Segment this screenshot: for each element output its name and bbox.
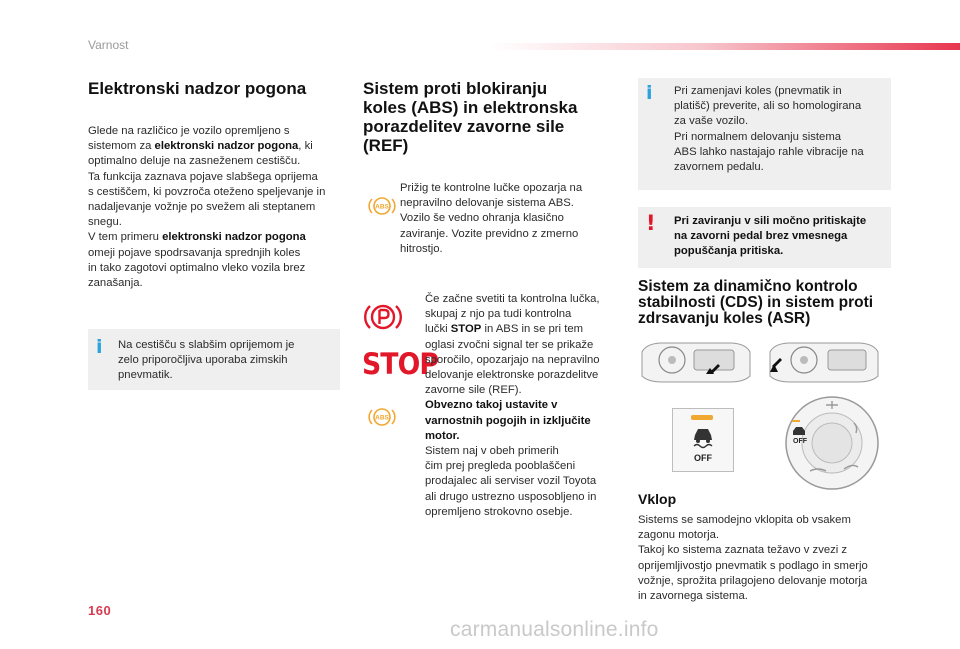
title-abs-ref: Sistem proti blokiranju koles (ABS) in elektronska porazdelitev zavorne sile (REF) xyxy=(363,79,578,155)
off-label: OFF xyxy=(694,453,712,463)
dashboard-illustration-right xyxy=(768,338,880,384)
warning-icon: ! xyxy=(646,211,656,235)
paragraph-ref-warning: Če začne svetiti ta kontrolna lučka, skupaj z njo pa tudi kontrolna lučki STOP in ABS in se pri tem oglasi zvočni signal ter se prikaže sporočilo, opozarjajo na nepravilno delovanje elektronske porazdelitve zavorne sile (REF). Obvezno takoj ustavite v varnostnih pogojih in izključite motor. Sistem naj v obeh primerih čim prej pregleda pooblaščeni prodajalec ali serviser vozil Toyota ali drugo ustrezno usposobljeno in opremljeno strokovno osebje. xyxy=(425,293,600,518)
info-icon: i xyxy=(646,82,653,104)
svg-text:ABS: ABS xyxy=(375,203,389,211)
abs-warning-icon xyxy=(367,195,397,217)
brake-warning-icon xyxy=(363,300,403,334)
info-text: Na cestišču s slabšim oprijemom je zelo priporočljiva uporaba zimskih pnevmatik. xyxy=(118,339,295,382)
paragraph-vklop: Sistems se samodejno vklopita ob vsakem zagonu motorja. Takoj ko sistema zaznata težavo v zvezi z oprijemljivostjo pnevmatik s podlago in smerjo vožnje, sprožita prilagojeno delovanje motorja in zavornega sistema. xyxy=(638,514,868,603)
stop-warning-icon: STOP xyxy=(362,347,438,381)
dashboard-illustration-left xyxy=(640,338,752,384)
svg-text:OFF: OFF xyxy=(793,438,807,445)
watermark: carmanualsonline.info xyxy=(450,618,659,641)
title-vklop: Vklop xyxy=(638,491,677,507)
skid-car-icon xyxy=(690,425,716,449)
abs-warning-icon-2 xyxy=(367,406,397,428)
paragraph-abs-warning: Prižig te kontrolne lučke opozarja na nepravilno delovanje sistema ABS. Vozilo še vedno ohranja klasično zaviranje. Vozite previdno z zmerno hitrostjo. xyxy=(400,182,583,255)
title-cds-asr: Sistem za dinamično kontrolo stabilnosti (CDS) in sistem proti zdrsavanju koles (ASR) xyxy=(638,278,874,327)
esp-off-button xyxy=(672,408,734,472)
section-label: Varnost xyxy=(88,38,129,52)
warning-box-emergency-braking xyxy=(638,207,891,268)
info-box-wheels xyxy=(638,78,891,190)
svg-text:ABS: ABS xyxy=(375,414,389,422)
warning-text: Pri zaviranju v sili močno pritiskajte na zavorni pedal brez vmesnega popuščanja pritiska. xyxy=(674,215,867,258)
indicator-led xyxy=(691,415,713,420)
mode-selector-dial xyxy=(782,393,882,493)
paragraph-traction: Glede na različico je vozilo opremljeno s sistemom za elektronski nadzor pogona, ki optimalno deluje na zasneženem cestišču. Ta funkcija zaznava pojave slabšega oprijema s cestiščem, ki povzroča oteženo speljevanje in nadaljevanje vožnje po svežem ali steptanem snegu. V tem primeru elektronski nadzor pogona omeji pojave spodrsavanja sprednjih koles in tako zagotovi optimalno vleko vozila brez zanašanja. xyxy=(88,125,326,290)
header-accent-bar xyxy=(490,43,960,50)
info-text: Pri zamenjavi koles (pnevmatik in platišč) preverite, ali so homologirana za vaše vozilo. Pri normalnem delovanju sistema ABS lahko nastajajo rahle vibracije na zavornem pedalu. xyxy=(674,85,864,174)
info-box-winter-tyres xyxy=(88,329,340,390)
title-electronic-traction: Elektronski nadzor pogona xyxy=(88,79,307,98)
info-icon: i xyxy=(96,336,103,358)
page-number: 160 xyxy=(88,603,112,618)
